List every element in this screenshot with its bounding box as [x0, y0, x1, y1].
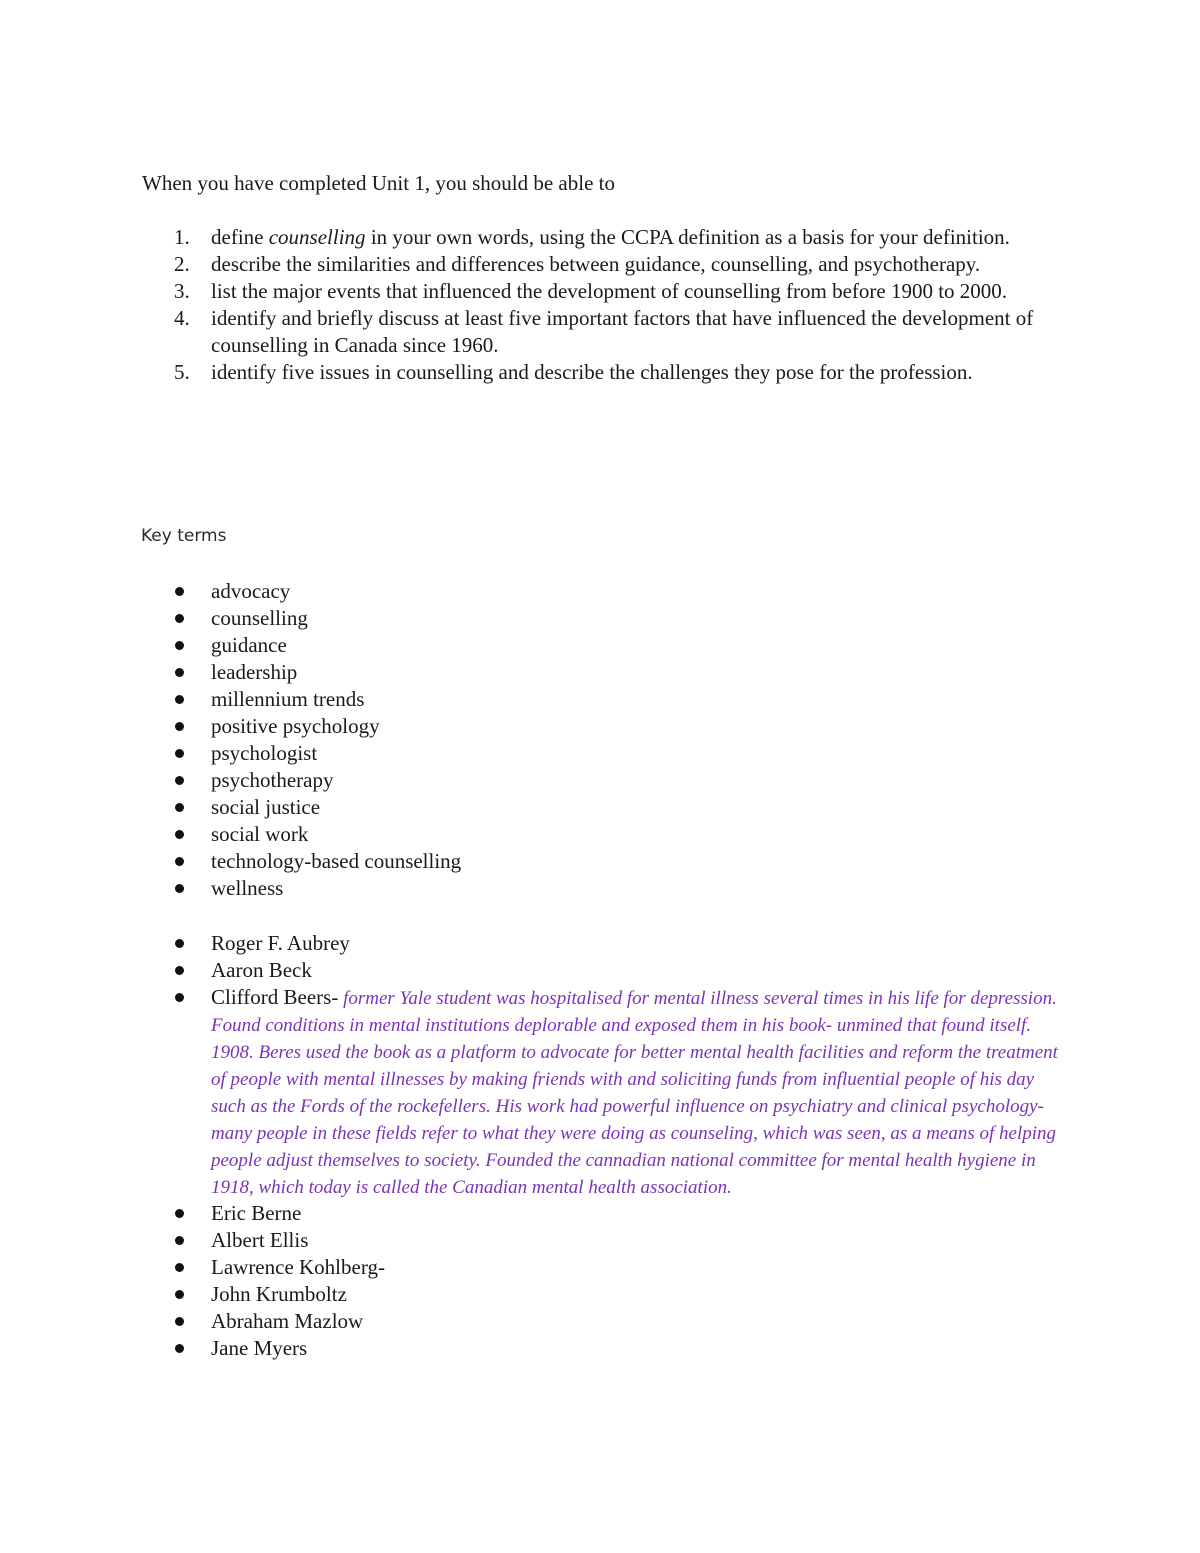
- bullet-icon: [175, 830, 184, 839]
- objective-text: in your own words, using the CCPA definition as a basis for your definition.: [365, 225, 1010, 249]
- person-item: [142, 957, 1062, 984]
- key-term-text: social work: [211, 822, 309, 846]
- objectives-list: [142, 224, 1062, 386]
- objective-item: [142, 305, 1062, 359]
- objective-number: 3.: [174, 279, 190, 303]
- person-name: Albert Ellis: [211, 1228, 309, 1252]
- bullet-icon: [175, 857, 184, 866]
- bullet-icon: [175, 966, 184, 975]
- bullet-icon: [175, 939, 184, 948]
- bullet-icon: [175, 884, 184, 893]
- key-term-text: guidance: [211, 633, 287, 657]
- key-term-item: [142, 686, 1062, 713]
- objective-number: 5.: [174, 360, 190, 384]
- person-item: [142, 1200, 1062, 1227]
- bullet-icon: [175, 722, 184, 731]
- objective-item: [142, 278, 1062, 305]
- key-term-item: [142, 767, 1062, 794]
- objective-number: 4.: [174, 306, 190, 330]
- key-terms-list: [142, 578, 1062, 902]
- person-item: [142, 1254, 1062, 1281]
- person-item: [142, 1281, 1062, 1308]
- key-term-text: millennium trends: [211, 687, 365, 711]
- objective-item: [142, 224, 1062, 251]
- key-term-text: leadership: [211, 660, 298, 684]
- key-term-text: psychologist: [211, 741, 318, 765]
- key-term-item: [142, 875, 1062, 902]
- person-item: [142, 930, 1062, 957]
- person-item: [142, 1227, 1062, 1254]
- bullet-icon: [175, 749, 184, 758]
- bullet-icon: [175, 1209, 184, 1218]
- objective-item: [142, 251, 1062, 278]
- bullet-icon: [175, 695, 184, 704]
- key-term-item: [142, 632, 1062, 659]
- person-name: Eric Berne: [211, 1201, 302, 1225]
- intro-text: When you have completed Unit 1, you should be able to: [142, 171, 615, 195]
- key-term-text: counselling: [211, 606, 308, 630]
- objective-item: [142, 359, 1062, 386]
- people-list: [142, 930, 1062, 1362]
- key-terms-heading: Key terms: [141, 526, 227, 546]
- objective-text: list the major events that influenced the development of counselling from before 1900 to 2000.: [211, 279, 1008, 303]
- key-term-text: advocacy: [211, 579, 291, 603]
- key-term-item: [142, 794, 1062, 821]
- key-term-item: [142, 740, 1062, 767]
- key-term-item: [142, 713, 1062, 740]
- person-item: [142, 1308, 1062, 1335]
- key-term-item: [142, 821, 1062, 848]
- objective-text: identify and briefly discuss at least five important factors that have influenced the development of counselling in Canada since 1960.: [211, 306, 1034, 357]
- bullet-icon: [175, 993, 184, 1002]
- key-term-item: [142, 848, 1062, 875]
- objective-text: define: [211, 225, 269, 249]
- objective-emphasis: counselling: [268, 225, 366, 249]
- person-name: Abraham Mazlow: [211, 1309, 364, 1333]
- person-name: John Krumboltz: [211, 1282, 347, 1306]
- objective-number: 2.: [174, 252, 190, 276]
- objective-number: 1.: [174, 225, 190, 249]
- person-item: [142, 1335, 1062, 1362]
- bullet-icon: [175, 668, 184, 677]
- person-name: Roger F. Aubrey: [211, 931, 350, 955]
- bullet-icon: [175, 641, 184, 650]
- key-term-text: technology-based counselling: [211, 849, 462, 873]
- person-name: Jane Myers: [211, 1336, 308, 1360]
- person-name: Aaron Beck: [211, 958, 312, 982]
- person-item: [142, 984, 1062, 1200]
- objective-text: identify five issues in counselling and describe the challenges they pose for the profession.: [211, 360, 973, 384]
- person-name: Lawrence Kohlberg-: [211, 1255, 385, 1279]
- person-note: former Yale student was hospitalised for mental illness several times in his life for depression. Found conditions in mental institutions deplorable and exposed them in his book- unmined that found itself. 1908. Beres used the book as a platform to advocate for better mental health facilities and reform the treatment of people with mental illnesses by making friends with and soliciting funds from influential people of his day such as the Fords of the rockefellers. His work had powerful influence on psychiatry and clinical psychology- many people in these fields refer to what they were doing as counseling, which was seen, as a means of helping people adjust themselves to society. Founded the cannadian national committee for mental health hygiene in 1918, which today is called the Canadian mental health association.: [211, 988, 1058, 1198]
- bullet-icon: [175, 776, 184, 785]
- key-term-text: psychotherapy: [211, 768, 334, 792]
- bullet-icon: [175, 614, 184, 623]
- key-term-text: positive psychology: [211, 714, 380, 738]
- key-term-item: [142, 605, 1062, 632]
- key-term-item: [142, 578, 1062, 605]
- bullet-icon: [175, 1344, 184, 1353]
- bullet-icon: [175, 1236, 184, 1245]
- key-term-text: social justice: [211, 795, 321, 819]
- key-term-text: wellness: [211, 876, 284, 900]
- objective-text: describe the similarities and differences between guidance, counselling, and psychotherapy.: [211, 252, 981, 276]
- bullet-icon: [175, 587, 184, 596]
- bullet-icon: [175, 1290, 184, 1299]
- key-term-item: [142, 659, 1062, 686]
- person-name: Clifford Beers-: [211, 985, 339, 1009]
- bullet-icon: [175, 803, 184, 812]
- bullet-icon: [175, 1317, 184, 1326]
- bullet-icon: [175, 1263, 184, 1272]
